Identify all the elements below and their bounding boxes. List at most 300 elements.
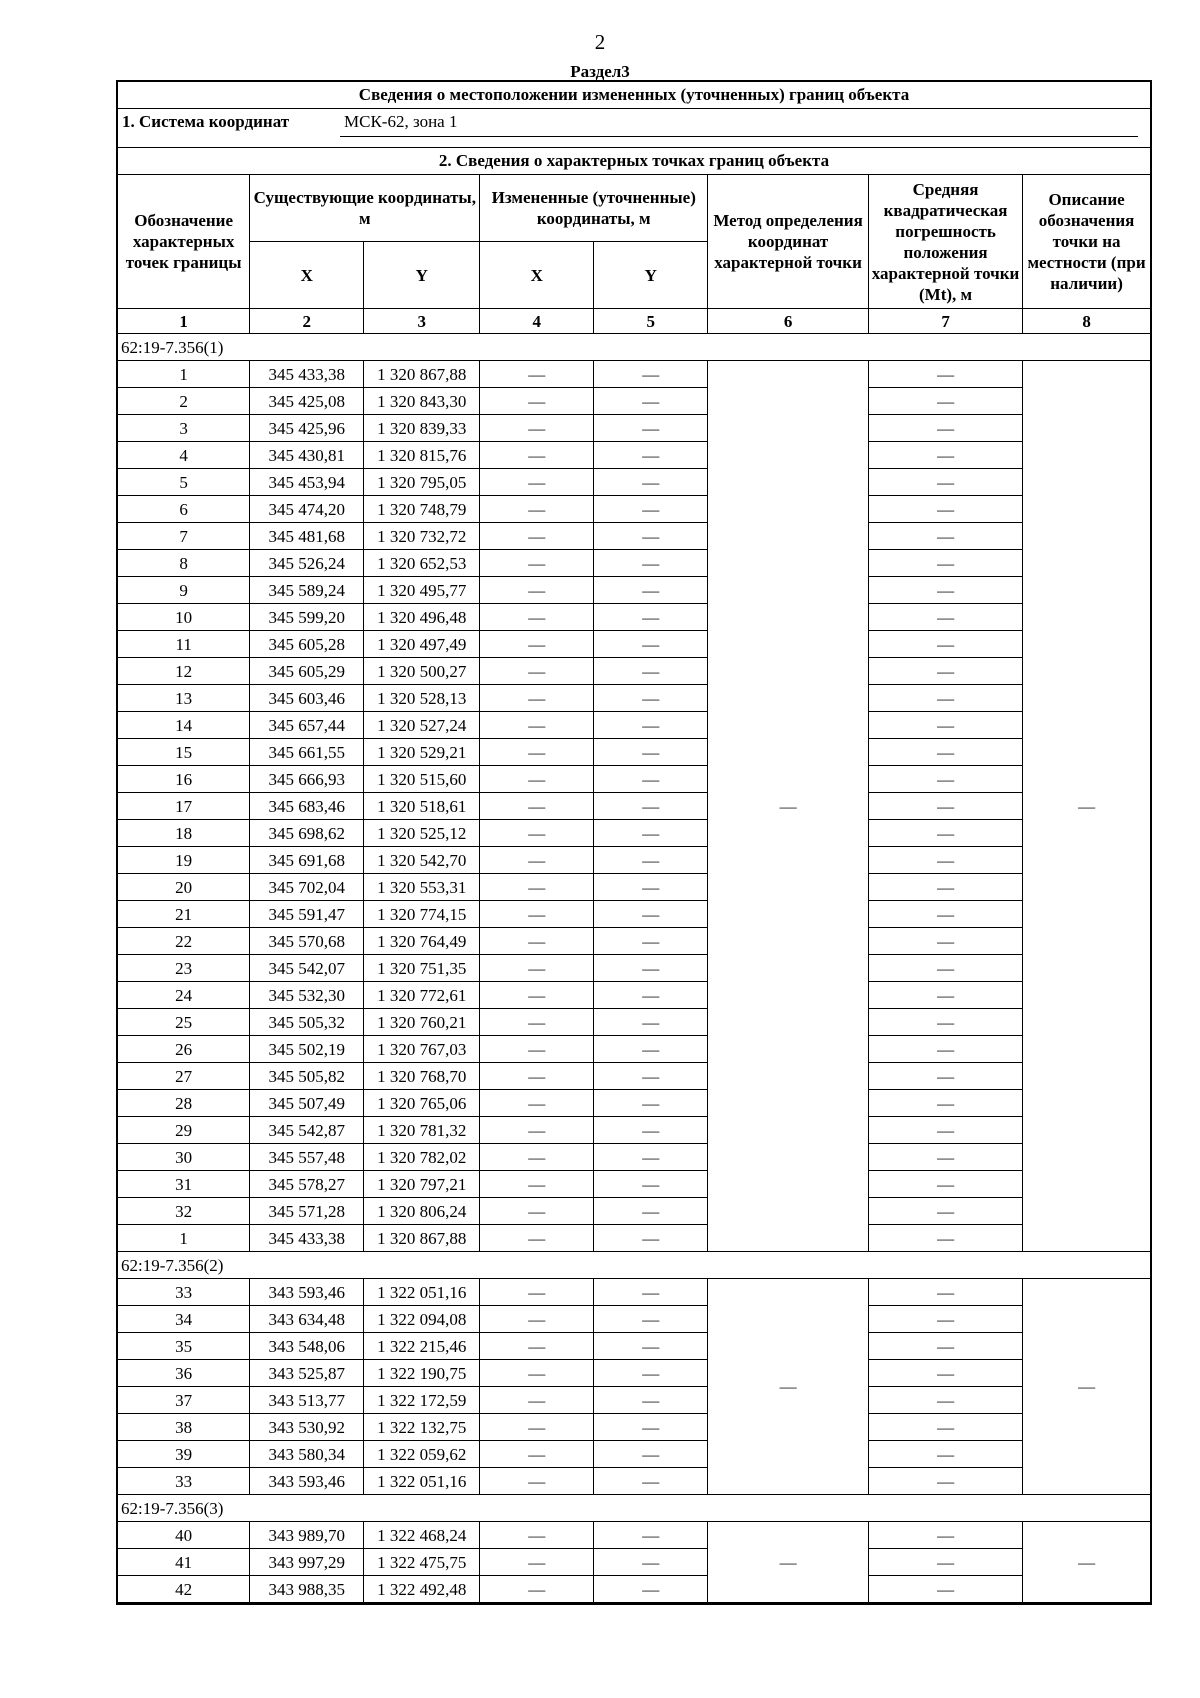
existing-y: 1 320 542,70: [364, 847, 480, 874]
header-point-designation: Обозначение характерных точек границы: [118, 175, 250, 309]
coord-system-underline: [340, 136, 1138, 137]
existing-y: 1 322 190,75: [364, 1360, 480, 1387]
changed-x: —: [480, 415, 594, 442]
existing-y: 1 320 732,72: [364, 523, 480, 550]
existing-y: 1 320 500,27: [364, 658, 480, 685]
changed-y: —: [594, 1063, 708, 1090]
table-row: [118, 550, 1150, 577]
mean-error: —: [869, 1279, 1023, 1306]
point-number: 4: [118, 442, 250, 469]
changed-y: —: [594, 604, 708, 631]
existing-y: 1 320 843,30: [364, 388, 480, 415]
point-number: 42: [118, 1576, 250, 1603]
existing-y: 1 320 867,88: [364, 1225, 480, 1252]
table-row: [118, 1090, 1150, 1117]
changed-y: —: [594, 739, 708, 766]
existing-y: 1 320 806,24: [364, 1198, 480, 1225]
point-number: 28: [118, 1090, 250, 1117]
group-row: [118, 334, 1150, 361]
header-changed-coords: Измененные (уточненные) координаты, м: [480, 175, 708, 242]
mean-error: —: [869, 1360, 1023, 1387]
existing-x: 345 433,38: [250, 1225, 364, 1252]
description-cell: —: [1023, 1279, 1150, 1495]
changed-y: —: [594, 1441, 708, 1468]
group-id: 62:19-7.356(2): [118, 1252, 1150, 1279]
existing-x: 343 530,92: [250, 1414, 364, 1441]
existing-x: 343 525,87: [250, 1360, 364, 1387]
mean-error: —: [869, 1549, 1023, 1576]
existing-x: 345 557,48: [250, 1144, 364, 1171]
changed-x: —: [480, 1522, 594, 1549]
table-row: [118, 1171, 1150, 1198]
changed-x: —: [480, 874, 594, 901]
table-row: [118, 1387, 1150, 1414]
mean-error: —: [869, 685, 1023, 712]
existing-y: 1 320 496,48: [364, 604, 480, 631]
changed-y: —: [594, 577, 708, 604]
point-number: 29: [118, 1117, 250, 1144]
header-existing-y: Y: [364, 242, 480, 309]
existing-x: 345 425,08: [250, 388, 364, 415]
table-row: [118, 1333, 1150, 1360]
changed-x: —: [480, 1414, 594, 1441]
changed-x: —: [480, 928, 594, 955]
method-cell: —: [708, 1279, 869, 1495]
coord-system-label: 1. Система координат: [122, 112, 290, 131]
page-number: 2: [594, 30, 606, 54]
mean-error: —: [869, 1306, 1023, 1333]
point-number: 39: [118, 1441, 250, 1468]
column-number: 5: [594, 309, 708, 334]
table-row: [118, 631, 1150, 658]
existing-x: 345 589,24: [250, 577, 364, 604]
table-row: [118, 469, 1150, 496]
point-number: 9: [118, 577, 250, 604]
changed-y: —: [594, 685, 708, 712]
mean-error: —: [869, 1009, 1023, 1036]
existing-x: 345 683,46: [250, 793, 364, 820]
changed-y: —: [594, 1576, 708, 1603]
method-cell: —: [708, 361, 869, 1252]
existing-y: 1 320 652,53: [364, 550, 480, 577]
table-row: [118, 1063, 1150, 1090]
existing-y: 1 322 492,48: [364, 1576, 480, 1603]
changed-y: —: [594, 1387, 708, 1414]
existing-y: 1 322 051,16: [364, 1279, 480, 1306]
existing-y: 1 320 760,21: [364, 1009, 480, 1036]
column-number: 1: [118, 309, 250, 334]
existing-x: 345 433,38: [250, 361, 364, 388]
section-title: Раздел3: [570, 62, 630, 81]
changed-x: —: [480, 550, 594, 577]
table-row: [118, 793, 1150, 820]
existing-x: 343 548,06: [250, 1333, 364, 1360]
changed-y: —: [594, 901, 708, 928]
table-row: [118, 1414, 1150, 1441]
table-row: [118, 1225, 1150, 1252]
changed-y: —: [594, 820, 708, 847]
table-row: [118, 1144, 1150, 1171]
point-number: 5: [118, 469, 250, 496]
coord-system-row: [118, 109, 1150, 147]
existing-y: 1 320 518,61: [364, 793, 480, 820]
mean-error: —: [869, 577, 1023, 604]
point-number: 33: [118, 1279, 250, 1306]
point-number: 23: [118, 955, 250, 982]
point-number: 24: [118, 982, 250, 1009]
point-number: 27: [118, 1063, 250, 1090]
changed-x: —: [480, 982, 594, 1009]
mean-error: —: [869, 847, 1023, 874]
changed-x: —: [480, 1009, 594, 1036]
mean-error: —: [869, 928, 1023, 955]
changed-y: —: [594, 1171, 708, 1198]
mean-error: —: [869, 712, 1023, 739]
changed-x: —: [480, 1171, 594, 1198]
changed-y: —: [594, 1144, 708, 1171]
changed-x: —: [480, 1090, 594, 1117]
table-row: [118, 901, 1150, 928]
table-row: [118, 442, 1150, 469]
point-number: 18: [118, 820, 250, 847]
point-number: 40: [118, 1522, 250, 1549]
changed-y: —: [594, 1414, 708, 1441]
changed-y: —: [594, 469, 708, 496]
changed-x: —: [480, 1576, 594, 1603]
existing-x: 345 605,29: [250, 658, 364, 685]
existing-x: 345 599,20: [250, 604, 364, 631]
existing-x: 345 603,46: [250, 685, 364, 712]
existing-x: 345 605,28: [250, 631, 364, 658]
table-row: [118, 1522, 1150, 1549]
changed-x: —: [480, 1360, 594, 1387]
mean-error: —: [869, 604, 1023, 631]
table-row: [118, 1117, 1150, 1144]
header-changed-x: X: [480, 242, 594, 309]
changed-x: —: [480, 685, 594, 712]
changed-x: —: [480, 1468, 594, 1495]
existing-y: 1 320 515,60: [364, 766, 480, 793]
table-row: [118, 685, 1150, 712]
point-number: 33: [118, 1468, 250, 1495]
changed-y: —: [594, 1549, 708, 1576]
point-number: 38: [118, 1414, 250, 1441]
mean-error: —: [869, 388, 1023, 415]
point-number: 36: [118, 1360, 250, 1387]
changed-x: —: [480, 1387, 594, 1414]
changed-y: —: [594, 1198, 708, 1225]
table-row: [118, 1009, 1150, 1036]
table-row: [118, 1036, 1150, 1063]
existing-y: 1 322 468,24: [364, 1522, 480, 1549]
changed-y: —: [594, 388, 708, 415]
header-existing-x: X: [250, 242, 364, 309]
mean-error: —: [869, 1414, 1023, 1441]
changed-y: —: [594, 1306, 708, 1333]
mean-error: —: [869, 820, 1023, 847]
existing-y: 1 320 795,05: [364, 469, 480, 496]
point-number: 16: [118, 766, 250, 793]
points-table-body: [118, 334, 1150, 1603]
changed-y: —: [594, 847, 708, 874]
mean-error: —: [869, 874, 1023, 901]
changed-y: —: [594, 874, 708, 901]
changed-x: —: [480, 1036, 594, 1063]
existing-y: 1 320 797,21: [364, 1171, 480, 1198]
existing-y: 1 320 751,35: [364, 955, 480, 982]
existing-x: 343 989,70: [250, 1522, 364, 1549]
changed-y: —: [594, 631, 708, 658]
existing-x: 343 988,35: [250, 1576, 364, 1603]
point-number: 35: [118, 1333, 250, 1360]
mean-error: —: [869, 442, 1023, 469]
existing-x: 345 526,24: [250, 550, 364, 577]
changed-x: —: [480, 1306, 594, 1333]
mean-error: —: [869, 1117, 1023, 1144]
changed-x: —: [480, 361, 594, 388]
existing-x: 345 430,81: [250, 442, 364, 469]
point-number: 19: [118, 847, 250, 874]
point-number: 32: [118, 1198, 250, 1225]
existing-y: 1 320 839,33: [364, 415, 480, 442]
point-number: 13: [118, 685, 250, 712]
mean-error: —: [869, 1522, 1023, 1549]
point-number: 17: [118, 793, 250, 820]
description-cell: —: [1023, 361, 1150, 1252]
changed-y: —: [594, 928, 708, 955]
points-table: [118, 175, 1150, 1603]
point-number: 14: [118, 712, 250, 739]
table-row: [118, 1360, 1150, 1387]
column-number: 6: [708, 309, 869, 334]
existing-x: 343 580,34: [250, 1441, 364, 1468]
header-description: Описание обозначения точки на местности (при наличии): [1023, 175, 1150, 309]
mean-error: —: [869, 496, 1023, 523]
changed-x: —: [480, 631, 594, 658]
changed-x: —: [480, 658, 594, 685]
changed-y: —: [594, 982, 708, 1009]
existing-y: 1 320 772,61: [364, 982, 480, 1009]
existing-x: 345 505,82: [250, 1063, 364, 1090]
table-row: [118, 847, 1150, 874]
existing-x: 345 570,68: [250, 928, 364, 955]
changed-y: —: [594, 793, 708, 820]
column-number: 4: [480, 309, 594, 334]
point-number: 25: [118, 1009, 250, 1036]
table-row: [118, 739, 1150, 766]
mean-error: —: [869, 1063, 1023, 1090]
existing-y: 1 320 748,79: [364, 496, 480, 523]
existing-x: 343 634,48: [250, 1306, 364, 1333]
mean-error: —: [869, 1333, 1023, 1360]
existing-x: 345 591,47: [250, 901, 364, 928]
existing-y: 1 322 132,75: [364, 1414, 480, 1441]
point-number: 41: [118, 1549, 250, 1576]
existing-y: 1 320 782,02: [364, 1144, 480, 1171]
table-row: [118, 1576, 1150, 1603]
changed-x: —: [480, 523, 594, 550]
existing-y: 1 320 553,31: [364, 874, 480, 901]
point-number: 10: [118, 604, 250, 631]
changed-x: —: [480, 469, 594, 496]
changed-x: —: [480, 1441, 594, 1468]
existing-x: 345 453,94: [250, 469, 364, 496]
existing-x: 345 698,62: [250, 820, 364, 847]
point-number: 37: [118, 1387, 250, 1414]
method-cell: —: [708, 1522, 869, 1603]
table-row: [118, 1549, 1150, 1576]
mean-error: —: [869, 1171, 1023, 1198]
header-existing-coords: Существующие координаты, м: [250, 175, 480, 242]
mean-error: —: [869, 658, 1023, 685]
existing-y: 1 320 528,13: [364, 685, 480, 712]
changed-y: —: [594, 523, 708, 550]
point-number: 11: [118, 631, 250, 658]
mean-error: —: [869, 982, 1023, 1009]
existing-y: 1 320 815,76: [364, 442, 480, 469]
point-number: 1: [118, 361, 250, 388]
changed-x: —: [480, 1117, 594, 1144]
existing-x: 343 997,29: [250, 1549, 364, 1576]
existing-y: 1 320 767,03: [364, 1036, 480, 1063]
mean-error: —: [869, 739, 1023, 766]
group-id: 62:19-7.356(3): [118, 1495, 1150, 1522]
changed-y: —: [594, 658, 708, 685]
block-title: Сведения о местоположении измененных (уточненных) границ объекта: [118, 82, 1150, 109]
existing-y: 1 320 495,77: [364, 577, 480, 604]
point-number: 26: [118, 1036, 250, 1063]
existing-y: 1 320 529,21: [364, 739, 480, 766]
changed-y: —: [594, 1522, 708, 1549]
changed-x: —: [480, 1198, 594, 1225]
mean-error: —: [869, 901, 1023, 928]
mean-error: —: [869, 1441, 1023, 1468]
table-row: [118, 658, 1150, 685]
point-number: 8: [118, 550, 250, 577]
changed-x: —: [480, 1549, 594, 1576]
existing-y: 1 320 497,49: [364, 631, 480, 658]
subsection-title: 2. Сведения о характерных точках границ объекта: [118, 147, 1150, 175]
table-row: [118, 955, 1150, 982]
changed-y: —: [594, 1279, 708, 1306]
existing-y: 1 322 215,46: [364, 1333, 480, 1360]
existing-x: 345 578,27: [250, 1171, 364, 1198]
table-row: [118, 982, 1150, 1009]
existing-x: 345 661,55: [250, 739, 364, 766]
existing-x: 343 513,77: [250, 1387, 364, 1414]
point-number: 22: [118, 928, 250, 955]
changed-y: —: [594, 712, 708, 739]
existing-y: 1 322 059,62: [364, 1441, 480, 1468]
changed-x: —: [480, 496, 594, 523]
changed-x: —: [480, 1225, 594, 1252]
existing-x: 345 571,28: [250, 1198, 364, 1225]
point-number: 15: [118, 739, 250, 766]
mean-error: —: [869, 955, 1023, 982]
changed-y: —: [594, 1360, 708, 1387]
existing-x: 345 505,32: [250, 1009, 364, 1036]
group-row: [118, 1495, 1150, 1522]
changed-x: —: [480, 1279, 594, 1306]
group-row: [118, 1252, 1150, 1279]
existing-x: 345 702,04: [250, 874, 364, 901]
point-number: 7: [118, 523, 250, 550]
mean-error: —: [869, 1090, 1023, 1117]
table-row: [118, 361, 1150, 388]
changed-y: —: [594, 361, 708, 388]
mean-error: —: [869, 523, 1023, 550]
changed-y: —: [594, 955, 708, 982]
existing-x: 345 507,49: [250, 1090, 364, 1117]
changed-x: —: [480, 739, 594, 766]
existing-x: 343 593,46: [250, 1279, 364, 1306]
changed-y: —: [594, 1090, 708, 1117]
table-row: [118, 415, 1150, 442]
point-number: 12: [118, 658, 250, 685]
existing-y: 1 322 172,59: [364, 1387, 480, 1414]
boundary-document: [116, 80, 1152, 1605]
changed-x: —: [480, 442, 594, 469]
point-number: 21: [118, 901, 250, 928]
existing-x: 345 542,07: [250, 955, 364, 982]
mean-error: —: [869, 361, 1023, 388]
existing-y: 1 320 525,12: [364, 820, 480, 847]
existing-x: 345 481,68: [250, 523, 364, 550]
table-row: [118, 928, 1150, 955]
existing-y: 1 322 051,16: [364, 1468, 480, 1495]
existing-y: 1 322 475,75: [364, 1549, 480, 1576]
table-row: [118, 766, 1150, 793]
changed-y: —: [594, 496, 708, 523]
point-number: 31: [118, 1171, 250, 1198]
table-row: [118, 1306, 1150, 1333]
existing-y: 1 322 094,08: [364, 1306, 480, 1333]
existing-x: 345 502,19: [250, 1036, 364, 1063]
existing-y: 1 320 774,15: [364, 901, 480, 928]
changed-x: —: [480, 820, 594, 847]
changed-y: —: [594, 415, 708, 442]
table-row: [118, 820, 1150, 847]
table-row: [118, 712, 1150, 739]
mean-error: —: [869, 415, 1023, 442]
table-row: [118, 604, 1150, 631]
mean-error: —: [869, 1576, 1023, 1603]
column-number: 8: [1023, 309, 1150, 334]
existing-y: 1 320 765,06: [364, 1090, 480, 1117]
mean-error: —: [869, 1198, 1023, 1225]
table-row: [118, 388, 1150, 415]
mean-error: —: [869, 766, 1023, 793]
point-number: 30: [118, 1144, 250, 1171]
mean-error: —: [869, 1468, 1023, 1495]
mean-error: —: [869, 631, 1023, 658]
column-number: 2: [250, 309, 364, 334]
existing-x: 345 425,96: [250, 415, 364, 442]
mean-error: —: [869, 1036, 1023, 1063]
column-number-row: [118, 309, 1150, 334]
changed-x: —: [480, 955, 594, 982]
mean-error: —: [869, 793, 1023, 820]
table-row: [118, 496, 1150, 523]
changed-x: —: [480, 712, 594, 739]
description-cell: —: [1023, 1522, 1150, 1603]
table-row: [118, 1441, 1150, 1468]
existing-x: 345 666,93: [250, 766, 364, 793]
changed-x: —: [480, 766, 594, 793]
existing-y: 1 320 781,32: [364, 1117, 480, 1144]
column-number: 7: [869, 309, 1023, 334]
table-row: [118, 523, 1150, 550]
